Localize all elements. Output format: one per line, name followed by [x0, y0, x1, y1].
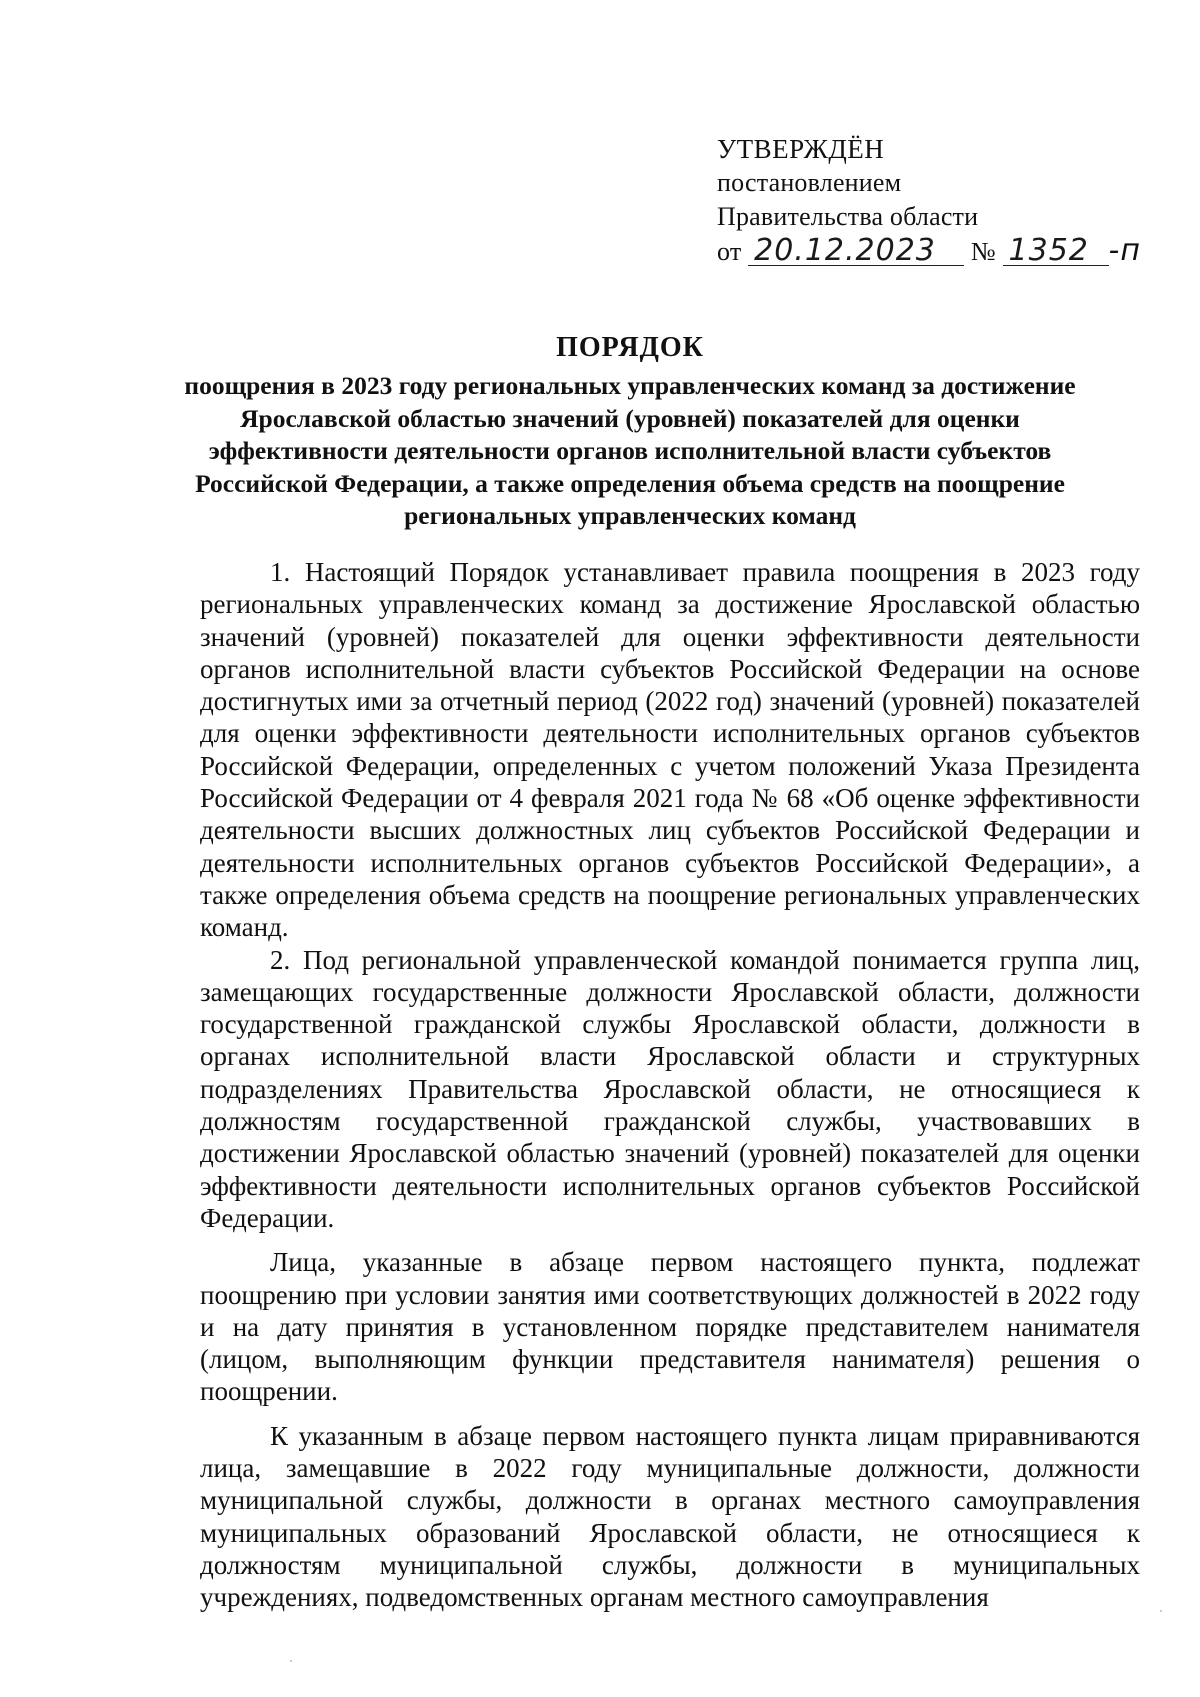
scan-artifact — [1160, 1610, 1162, 1612]
approval-heading: УТВЕРЖДЁН — [717, 134, 885, 164]
paragraph-3: Лица, указанные в абзаце первом настоящего пункта, подлежат поощрению при условии занятия ими соответствующих должностей в 2022 году и на дату принятия в установленном порядке представителем нанимателя (лицом, выполняющим функции представителя нанимателя) решения о поощрении. — [200, 1247, 1140, 1407]
handwritten-date: 20.12.2023 — [748, 237, 964, 266]
paragraph-4: К указанным в абзаце первом настоящего пункта лицам приравниваются лица, замещавшие в 2022 году муниципальные должности, должности муниципальной службы, должности в органах местного самоуправления муниципальных образований Ярославской области, не относящиеся к должностям муниципальной службы, должности в муниципальных учреждениях, подведомственных органам местного самоуправления — [200, 1420, 1140, 1613]
scan-artifact — [290, 1660, 292, 1662]
document-body — [200, 556, 1140, 1614]
from-label: от — [717, 237, 742, 266]
approval-stamp — [717, 132, 1141, 269]
paragraph-2: 2. Под региональной управленческой командой понимается группа лиц, замещающих государственные должности Ярославской области, должности государственной гражданской службы Ярославской области, должности в органах исполнительной власти Ярославской области и структурных подразделениях Правительства Ярославской области, не относящиеся к должностям государственной гражданской службы, участвовавших в достижении Ярославской областью значений (уровней) показателей для оценки эффективности деятельности исполнительных органов субъектов Российской Федерации. — [200, 944, 1140, 1233]
approval-date-line — [717, 234, 1141, 269]
approval-line-government: Правительства области — [717, 202, 979, 231]
handwritten-number-suffix: -п — [1108, 233, 1141, 268]
document-title — [180, 330, 1080, 533]
approval-line-resolution: постановлением — [717, 168, 902, 197]
title-main: ПОРЯДОК — [556, 332, 704, 363]
number-label: № — [970, 237, 996, 266]
paragraph-1: 1. Настоящий Порядок устанавливает правила поощрения в 2023 году региональных управленческих команд за достижение Ярославской областью значений (уровней) показателей для оценки эффективности деятельности органов исполнительной власти субъектов Российской Федерации на основе достигнутых ими за отчетный период (2022 год) значений (уровней) показателей для оценки эффективности деятельности исполнительных органов субъектов Российской Федерации, определенных с учетом положений Указа Президента Российской Федерации от 4 февраля 2021 года № 68 «Об оценке эффективности деятельности высших должностных лиц субъектов Российской Федерации и деятельности исполнительных органов субъектов Российской Федерации», а также определения объема средств на поощрение региональных управленческих команд. — [200, 557, 1140, 943]
handwritten-number: 1352 — [1003, 237, 1109, 266]
title-subtitle: поощрения в 2023 году региональных управленческих команд за достижение Ярославской областью значений (уровней) показателей для оценки эффективности деятельности органов исполнительной власти субъектов Российской Федерации, а также определения объема средств на поощрение региональных управленческих команд — [184, 371, 1076, 530]
